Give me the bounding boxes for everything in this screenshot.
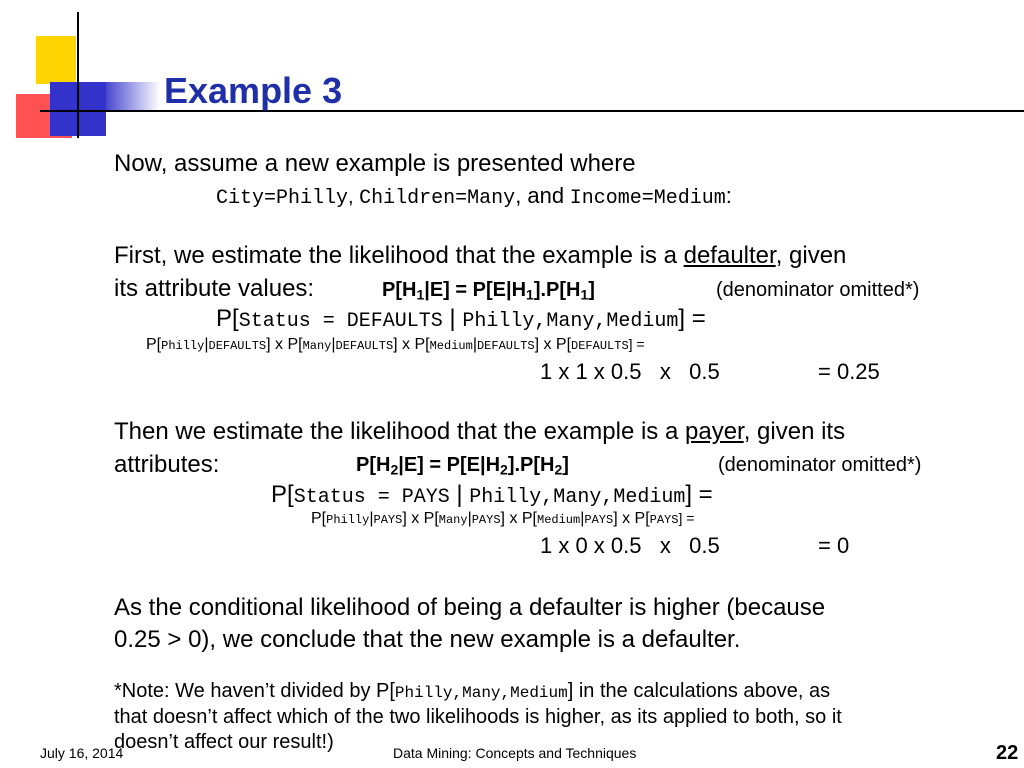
payer-result: = 0 xyxy=(818,533,850,558)
expand-part: ] x P[ xyxy=(266,336,303,353)
payer-text-a: Then we estimate the likelihood that the example is a xyxy=(114,418,679,445)
expand-part: P[ xyxy=(146,336,162,353)
expand-part: ] = xyxy=(678,510,695,526)
formula-sub: 2 xyxy=(500,461,508,478)
formula-part: |E] = P[E|H xyxy=(398,454,501,476)
note-line1 xyxy=(114,680,830,703)
formula-part: |E] = P[E|H xyxy=(424,279,527,301)
defaulter-line1 xyxy=(114,242,846,270)
expand-term: PAYS xyxy=(471,513,501,527)
prob-given: Philly,Many,Medium xyxy=(462,310,679,333)
defaulter-text-a: First, we estimate the likelihood that the example is a xyxy=(114,242,677,269)
expand-term: Philly xyxy=(326,513,370,527)
defaulter-line2: its attribute values: xyxy=(114,275,315,302)
footer-date: July 16, 2014 xyxy=(40,745,124,761)
prob-bar: | xyxy=(456,481,463,508)
payer-expansion: P[Philly|PAYS] x P[Many|PAYS] x P[Medium|PAYS] x P[PAYS] = xyxy=(311,510,695,527)
formula-sub: 1 xyxy=(416,286,425,303)
expand-term: Medium xyxy=(537,513,581,527)
expand-term: Many xyxy=(438,513,468,527)
defaulter-probability xyxy=(216,305,706,333)
expand-term: DEFAULTS xyxy=(571,339,629,353)
defaulter-result: = 0.25 xyxy=(818,359,880,384)
logo-blue-gradient xyxy=(100,82,160,110)
expand-term: Medium xyxy=(429,339,473,353)
defaulter-expansion: P[Philly|DEFAULTS] x P[Many|DEFAULTS] x P[Medium|DEFAULTS] x P[DEFAULTS] = xyxy=(146,336,645,353)
expand-part: ] x P[ xyxy=(534,336,572,353)
prob-part: ] = xyxy=(678,305,706,332)
defaulter-denom-note: (denominator omitted*) xyxy=(716,279,920,301)
payer-probability xyxy=(271,481,713,509)
expand-term: DEFAULTS xyxy=(476,339,535,353)
defaulter-bayes-formula xyxy=(382,279,595,303)
formula-sub: 2 xyxy=(554,461,563,478)
payer-denom-note: (denominator omitted*) xyxy=(718,454,922,476)
expand-term: Many xyxy=(302,339,332,353)
defaulter-text-b: , given xyxy=(775,242,847,269)
note-line3: doesn’t affect our result!) xyxy=(114,731,334,753)
expand-term: DEFAULTS xyxy=(335,339,394,353)
prob-status: Status = PAYS xyxy=(293,486,450,509)
formula-part: P[H xyxy=(356,454,391,476)
formula-part: ].P[H xyxy=(507,454,555,476)
expand-part: P[ xyxy=(311,510,327,527)
colon: : xyxy=(725,183,732,208)
formula-part: ].P[H xyxy=(533,279,581,301)
page-number: 22 xyxy=(996,742,1019,764)
expand-term: PAYS xyxy=(584,513,614,527)
prob-given: Philly,Many,Medium xyxy=(469,486,686,509)
intro-attributes xyxy=(216,183,732,210)
expand-part: ] x P[ xyxy=(500,510,537,527)
prob-status: Status = DEFAULTS xyxy=(238,310,443,333)
prob-part: P[ xyxy=(216,305,239,332)
note-given: Philly,Many,Medium xyxy=(394,684,568,702)
slide-title: Example 3 xyxy=(164,70,343,111)
intro-line: Now, assume a new example is presented where xyxy=(114,150,636,177)
formula-part: ] xyxy=(588,279,595,301)
formula-part: ] xyxy=(562,454,569,476)
footer-title: Data Mining: Concepts and Techniques xyxy=(393,745,637,761)
payer-text-b: , given its xyxy=(743,418,846,445)
expand-part: ] x P[ xyxy=(613,510,650,527)
conclusion-line2: 0.25 > 0), we conclude that the new example is a defaulter. xyxy=(114,626,741,653)
expand-term: Philly xyxy=(161,339,205,353)
and-text: , and xyxy=(515,183,565,208)
expand-part: ] = xyxy=(628,336,645,352)
note-text: ] in the calculations above, as xyxy=(567,680,831,702)
defaulter-values: 1 x 1 x 0.5 x 0.5 xyxy=(540,359,720,384)
prob-bar: | xyxy=(449,305,456,332)
formula-part: P[H xyxy=(382,279,417,301)
payer-line1 xyxy=(114,418,845,446)
payer-line2: attributes: xyxy=(114,451,220,478)
attr-children: Children=Many xyxy=(359,187,516,210)
attr-income: Income=Medium xyxy=(569,187,726,210)
formula-sub: 2 xyxy=(390,461,399,478)
payer-keyword: payer xyxy=(685,418,744,445)
expand-part: ] x P[ xyxy=(393,336,430,353)
logo-vertical-line xyxy=(77,12,79,138)
comma: , xyxy=(348,186,354,208)
expand-term: PAYS xyxy=(649,513,679,527)
note-line2: that doesn’t affect which of the two likelihoods is higher, as its applied to both, so it xyxy=(114,706,842,728)
note-text: *Note: We haven’t divided by P[ xyxy=(114,680,395,702)
expand-term: DEFAULTS xyxy=(208,339,267,353)
expand-part: ] x P[ xyxy=(402,510,439,527)
formula-sub: 1 xyxy=(580,286,589,303)
payer-bayes-formula xyxy=(356,454,569,478)
attr-city: City=Philly xyxy=(216,187,349,210)
payer-values: 1 x 0 x 0.5 x 0.5 xyxy=(540,533,720,558)
formula-sub: 1 xyxy=(526,286,534,303)
logo-yellow-square xyxy=(36,36,76,84)
defaulter-keyword: defaulter xyxy=(683,242,776,269)
prob-part: ] = xyxy=(685,481,713,508)
prob-part: P[ xyxy=(271,481,294,508)
expand-term: PAYS xyxy=(373,513,403,527)
conclusion-line1: As the conditional likelihood of being a defaulter is higher (because xyxy=(114,594,826,621)
